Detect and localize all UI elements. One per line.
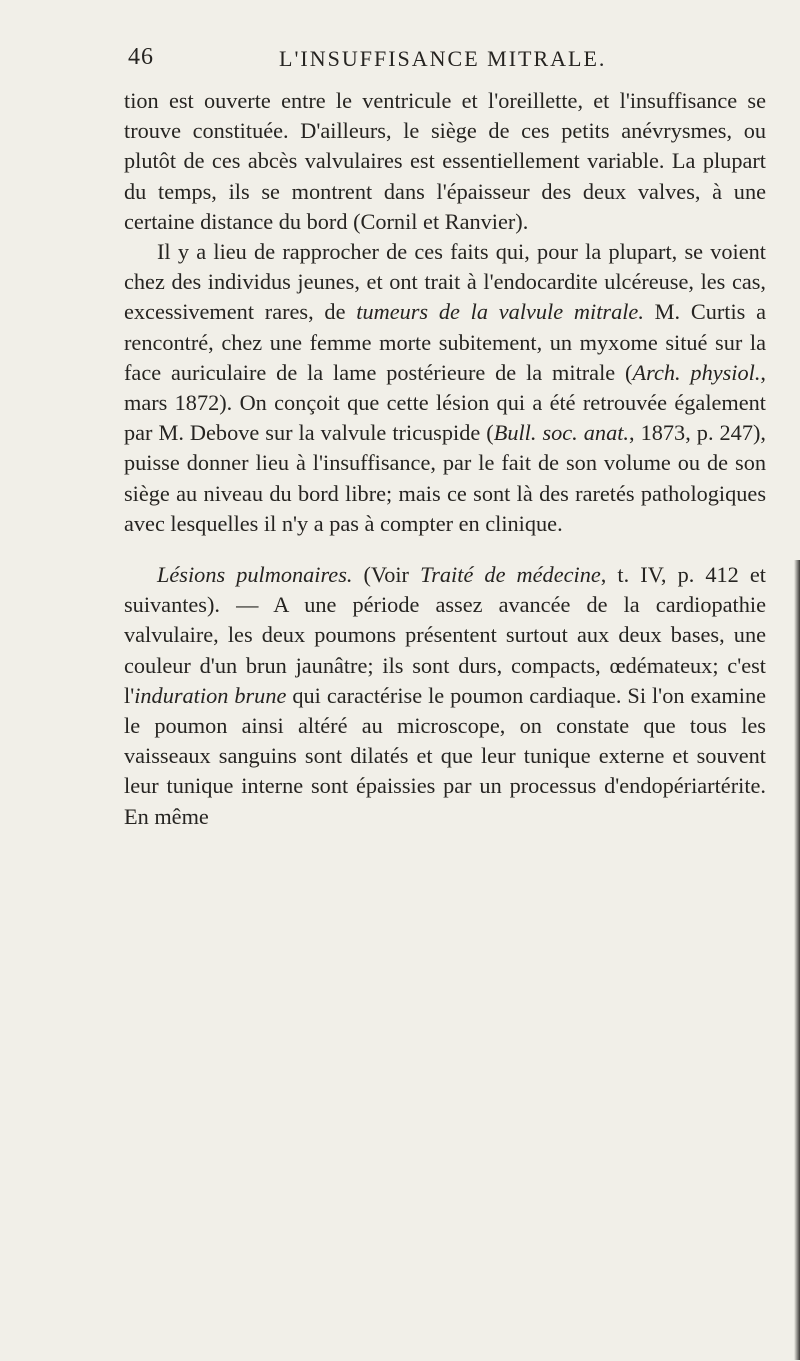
paragraph-1	[124, 86, 766, 237]
paragraph-3	[124, 560, 766, 832]
italic-segment: induration brune	[134, 682, 287, 708]
text-segment: qui caractérise le poumon cardiaque. Si l'on examine le poumon ainsi altéré au microscope, on constate que tous les vaisseaux sanguins sont dilatés et que leur tunique externe et souvent leur tunique interne sont épaissies par un processus d'endopériartérite. En même	[124, 682, 766, 829]
italic-segment: Arch. physiol.	[632, 359, 761, 385]
text-segment: , t. IV, p. 412 et suivantes). — A une période assez avancée de la cardiopathie valvulaire, les deux poumons présentent surtout aux deux bases, une couleur d'un brun jaunâtre; ils sont durs, compacts, œdémateux; c'est l'	[124, 562, 767, 708]
section-heading: Lésions pulmonaires.	[157, 562, 353, 588]
text-segment: , 1873, p. 247), puisse donner lieu à l'insuffisance, par le fait de son volume ou de son siège au niveau du bord libre; mais ce sont là des raretés pathologiques avec lesquelles il n'y a pas à compter en clinique.	[124, 420, 766, 536]
paragraph-2	[124, 237, 766, 539]
page-number: 46	[128, 44, 154, 70]
italic-segment: tumeurs de la valvule mitrale.	[356, 299, 644, 325]
running-title: L'INSUFFISANCE MITRALE.	[279, 46, 607, 71]
text-segment: (Voir	[352, 562, 421, 588]
page-edge-shadow	[794, 560, 800, 1360]
italic-segment: Traité de médecine	[420, 562, 601, 588]
text-segment: Il y a lieu de rapprocher de ces faits qui, pour la plupart, se voient chez des individus jeunes, et ont trait à l'endocardite ulcéreuse, les cas, excessivement rares, de	[124, 239, 766, 325]
text-segment: M. Curtis a rencontré, chez une femme morte subitement, un myxome situé sur la face auriculaire de la lame postérieure de la mitrale (	[124, 299, 767, 385]
text-segment: , mars 1872). On conçoit que cette lésion qui a été retrouvée également par M. Debove sur la valvule tricuspide (	[124, 359, 766, 446]
italic-segment: Bull. soc. anat.	[493, 420, 629, 446]
body-text	[124, 86, 766, 832]
page-header	[124, 44, 744, 78]
text-segment: tion est ouverte entre le ventricule et l'oreillette, et l'insuffisance se trouve constituée. D'ailleurs, le siège de ces petits anévrysmes, ou plutôt de ces abcès valvulaires est essentiellement variable. La plupart du temps, ils se montrent dans l'épaisseur des deux valves, à une certaine distance du bord (Cornil et Ranvier).	[124, 88, 766, 234]
